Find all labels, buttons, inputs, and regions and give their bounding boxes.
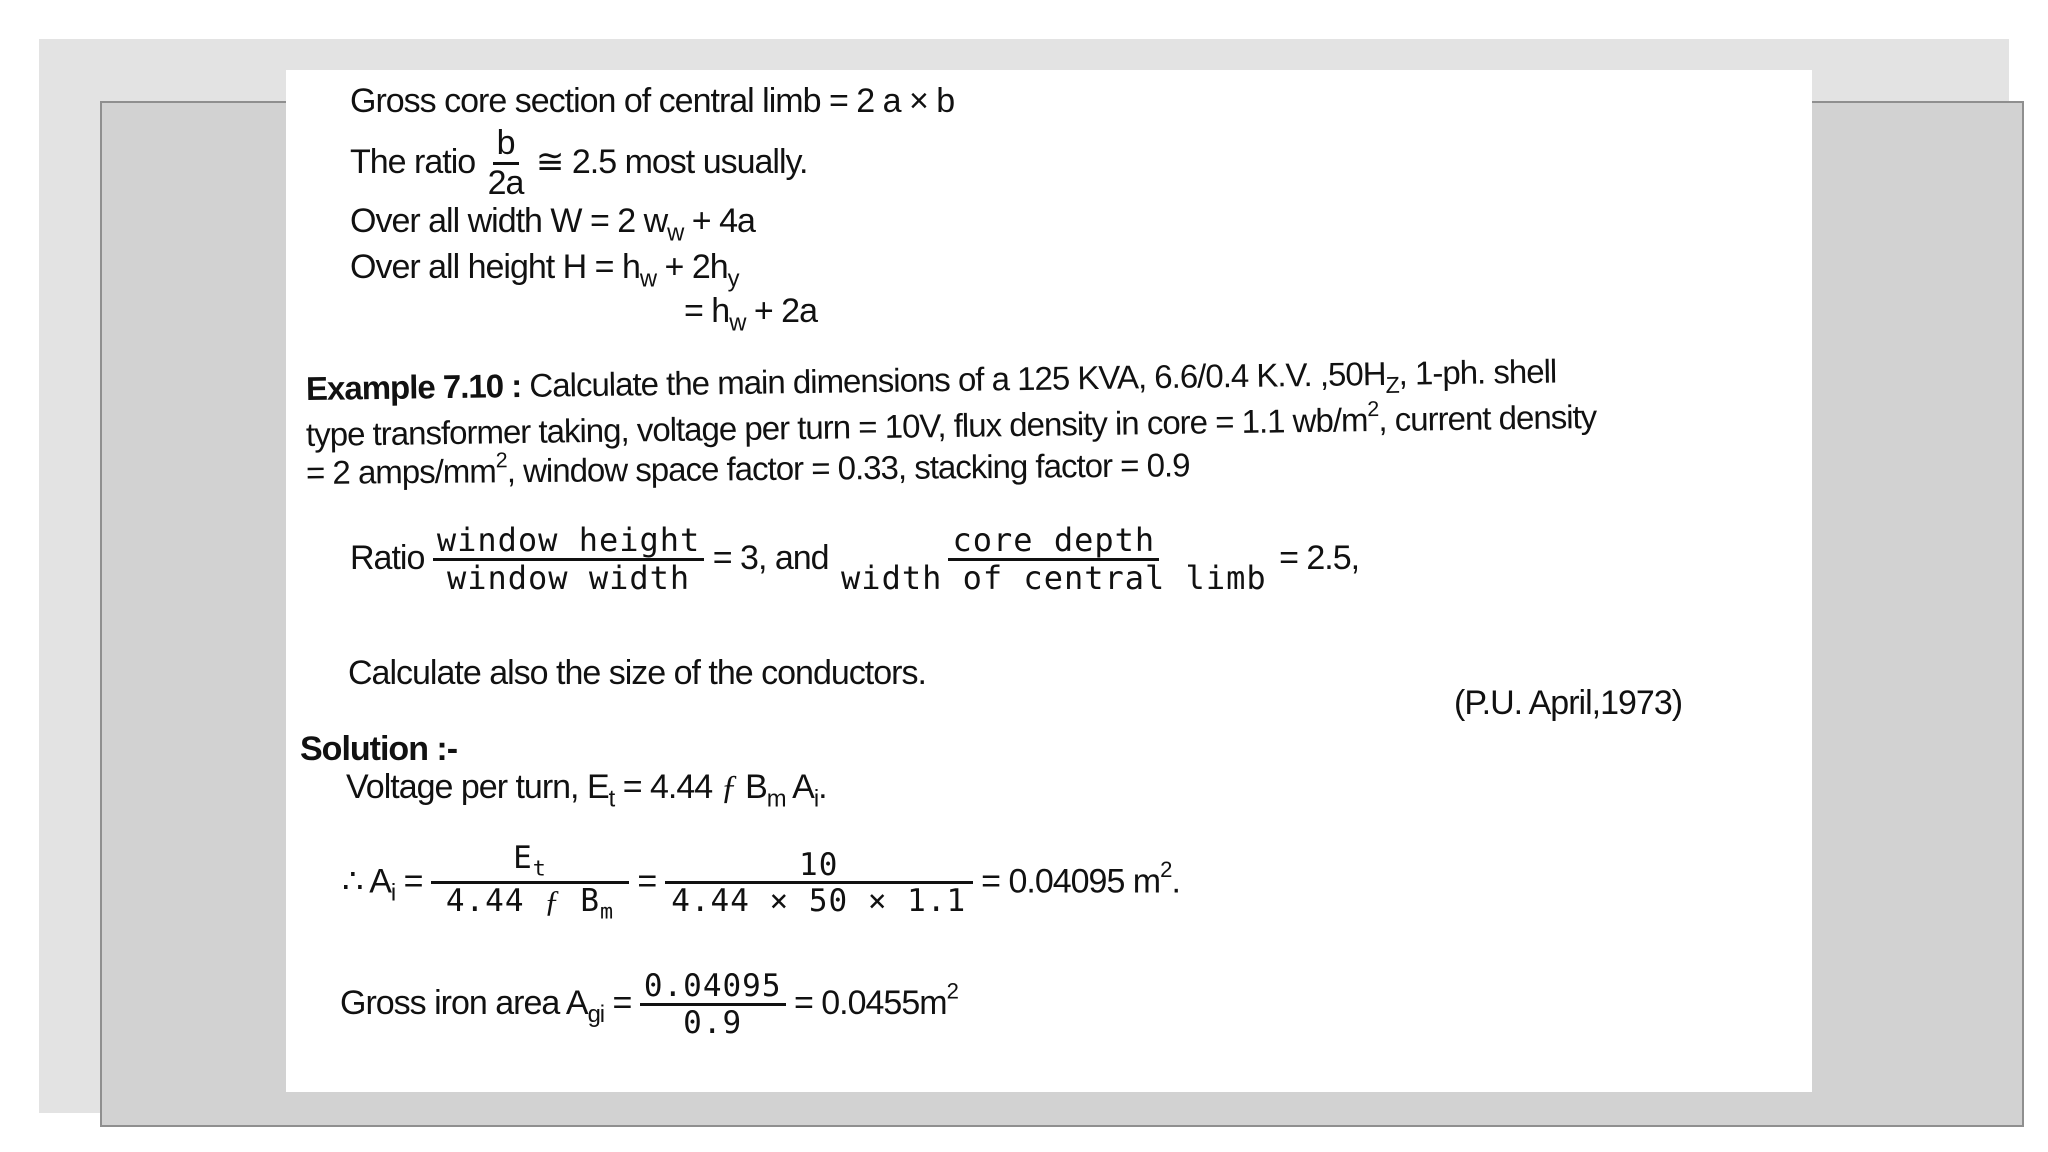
height2-suffix: + 2a bbox=[745, 292, 817, 330]
core-ratio-fraction bbox=[837, 521, 1271, 597]
ai-f1-num-e: E bbox=[513, 840, 533, 876]
solution-heading-text: Solution :- bbox=[300, 730, 458, 768]
ai-fraction-1-numerator bbox=[431, 842, 629, 884]
ratio-numerator: b bbox=[493, 126, 519, 165]
vpt-end: . bbox=[818, 768, 827, 806]
window-width-text: window width bbox=[446, 558, 691, 597]
example-subscript-z: Z bbox=[1385, 371, 1399, 399]
ratio-fraction bbox=[484, 126, 528, 202]
example-text-3: = 2 amps/mm bbox=[305, 452, 496, 491]
source-reference bbox=[1454, 684, 1682, 723]
ai-subscript: i bbox=[390, 879, 396, 907]
ratio-prefix: The ratio bbox=[350, 143, 476, 182]
height2-prefix: = h bbox=[684, 292, 730, 330]
solution-heading bbox=[300, 730, 457, 769]
ai-f1-den-b: B bbox=[560, 883, 600, 920]
ai-fraction-2 bbox=[665, 846, 973, 920]
ai-equals-2: = bbox=[637, 862, 665, 901]
ai-result: = 0.04095 m bbox=[981, 862, 1161, 901]
ai-formula-line bbox=[342, 842, 1180, 925]
central-limb-width-text: width of central limb bbox=[841, 558, 1267, 597]
voltage-per-turn-line bbox=[346, 768, 827, 813]
example-label: Example 7.10 : bbox=[305, 366, 522, 407]
example-text-1: Calculate the main dimensions of a 125 KVA, 6.6/0.4 K.V. ,50H bbox=[529, 354, 1386, 404]
ai-f1-num-sub: t bbox=[532, 856, 547, 882]
core-ratio-value: = 2.5, bbox=[1279, 538, 1360, 577]
overall-height-line-2 bbox=[684, 292, 817, 337]
vpt-subscript-i: i bbox=[813, 785, 819, 813]
ai-fraction-2-numerator: 10 bbox=[665, 849, 973, 885]
vpt-prefix: Voltage per turn, E bbox=[346, 768, 609, 806]
gi-result: = 0.0455m bbox=[793, 983, 947, 1022]
height2-subscript: w bbox=[729, 309, 746, 337]
ratio-given-line bbox=[350, 521, 1360, 597]
ai-equals: = bbox=[395, 862, 431, 901]
calc-also-text: Calculate also the size of the conductors. bbox=[348, 654, 926, 692]
gi-denominator: 0.9 bbox=[683, 1004, 743, 1041]
vpt-frequency-symbol: ƒ bbox=[720, 769, 737, 806]
example-text-2-end: , current density bbox=[1378, 397, 1597, 439]
document-page bbox=[286, 70, 1812, 1092]
width-prefix: Over all width W = 2 w bbox=[350, 202, 668, 240]
ai-fraction-1-denominator bbox=[442, 884, 618, 924]
ai-f1-den-f: ƒ bbox=[544, 883, 561, 919]
core-depth-text: core depth bbox=[948, 524, 1159, 561]
gross-core-text: Gross core section of central limb = 2 a × b bbox=[350, 82, 955, 120]
window-height-text: window height bbox=[433, 524, 704, 561]
width-suffix: + 4a bbox=[683, 202, 755, 240]
overall-height-line bbox=[350, 248, 739, 293]
ai-f1-den-num: 4.44 bbox=[445, 883, 545, 920]
window-ratio-value: = 3, and bbox=[712, 538, 829, 577]
vpt-a: A bbox=[785, 768, 814, 806]
gi-result-sup: 2 bbox=[946, 978, 958, 1004]
example-text-2: type transformer taking, voltage per turn = 10V, flux density in core = 1.1 wb/m bbox=[305, 401, 1368, 453]
height-subscript-y: y bbox=[727, 265, 739, 293]
ai-result-sup: 2 bbox=[1160, 856, 1172, 882]
height-prefix: Over all height H = h bbox=[350, 248, 640, 286]
gi-fraction bbox=[640, 970, 786, 1040]
ai-fraction-2-denominator: 4.44 × 50 × 1.1 bbox=[671, 883, 967, 920]
example-sup-3: 2 bbox=[495, 448, 507, 473]
height-mid: + 2h bbox=[656, 248, 728, 286]
example-line-3 bbox=[306, 442, 1190, 492]
gi-subscript: gi bbox=[587, 1001, 605, 1029]
gross-core-line bbox=[350, 82, 954, 121]
window-ratio-fraction bbox=[433, 521, 704, 597]
example-text-1-end: , 1-ph. shell bbox=[1398, 352, 1557, 392]
width-subscript: w bbox=[667, 219, 684, 247]
vpt-subscript-t: t bbox=[608, 785, 615, 813]
ratio-given-label: Ratio bbox=[350, 538, 425, 577]
vpt-subscript-m: m bbox=[766, 785, 786, 813]
ai-result-end: . bbox=[1171, 862, 1180, 901]
ratio-line bbox=[350, 126, 807, 202]
example-sup-2: 2 bbox=[1367, 397, 1379, 422]
height-subscript-w: w bbox=[639, 265, 657, 293]
ai-f1-den-sub: m bbox=[599, 899, 615, 925]
gi-equals: = bbox=[604, 983, 640, 1022]
ai-prefix: ∴ A bbox=[342, 862, 391, 901]
vpt-mid: = 4.44 bbox=[614, 768, 721, 806]
ratio-suffix: ≅ 2.5 most usually. bbox=[535, 143, 808, 182]
example-text-3-end: , window space factor = 0.33, stacking factor = 0.9 bbox=[506, 446, 1190, 490]
overall-width-line bbox=[350, 202, 755, 247]
gross-iron-area-line bbox=[340, 970, 958, 1040]
gi-numerator: 0.04095 bbox=[640, 970, 786, 1006]
ratio-denominator: 2a bbox=[487, 163, 524, 202]
source-text: (P.U. April,1973) bbox=[1454, 684, 1683, 722]
gi-prefix: Gross iron area A bbox=[340, 983, 588, 1022]
ai-fraction-1 bbox=[431, 842, 629, 925]
calc-also-line bbox=[348, 654, 926, 693]
vpt-b: B bbox=[736, 768, 767, 806]
